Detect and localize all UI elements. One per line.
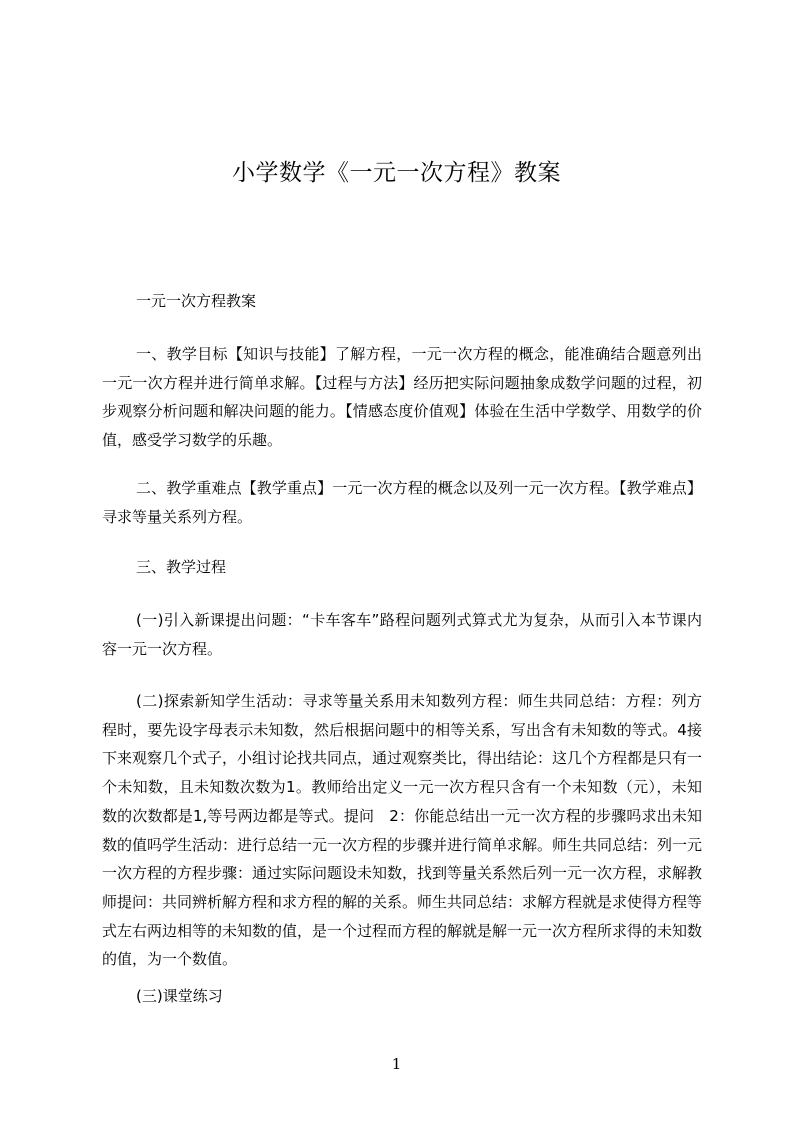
paragraph-introduction: (一)引入新课提出问题：“卡车客车”路程问题列式算式尤为复杂，从而引入本节课内容一元一次方程。 xyxy=(102,611,702,658)
page-number: 1 xyxy=(391,1055,402,1073)
paragraph-exploration: (二)探索新知学生活动：寻求等量关系用未知数列方程：师生共同总结：方程：列方程时，要先设字母表示未知数，然后根据问题中的相等关系，写出含有未知数的等式。4接下来观察几个式子，小组讨论找共同点，通过观察类比，得出结论：这几个方程都是只有一个未知数，且未知数次数为1。教师给出定义一元一次方程只含有一个未知数（元），未知数的次数都是1,等号两边都是等式。提问 2：你能总结出一元一次方程的步骤吗求出未知数的值吗学生活动：进行总结一元一次方程的步骤并进行简单求解。师生共同总结：列一元一次方程的方程步骤：通过实际问题设未知数，找到等量关系然后列一元一次方程，求解教师提问：共同辨析解方程和求方程的解的关系。师生共同总结：求解方程就是求使得方程等式左右两边相等的未知数的值，是一个过程而方程的解就是解一元一次方程所求得的未知数的值，为一个数值。 xyxy=(102,692,703,969)
paragraph-heading-lesson-plan: 一元一次方程教案 xyxy=(136,292,257,310)
paragraph-key-points: 二、教学重难点【教学重点】一元一次方程的概念以及列一元一次方程。【教学难点】寻求等量关系列方程。 xyxy=(102,479,702,526)
paragraph-teaching-goals: 一、教学目标【知识与技能】了解方程，一元一次方程的概念，能准确结合题意列出一元一次方程并进行简单求解。【过程与方法】经历把实际问题抽象成数学问题的过程，初步观察分析问题和解决问题的能力。【情感态度价值观】体验在生活中学数学、用数学的价值，感受学习数学的乐趣。 xyxy=(102,345,702,450)
paragraph-classroom-practice: (三)课堂练习 xyxy=(136,987,223,1005)
paragraph-teaching-process: 三、教学过程 xyxy=(136,558,227,576)
document-title: 小学数学《一元一次方程》教案 xyxy=(232,160,561,187)
